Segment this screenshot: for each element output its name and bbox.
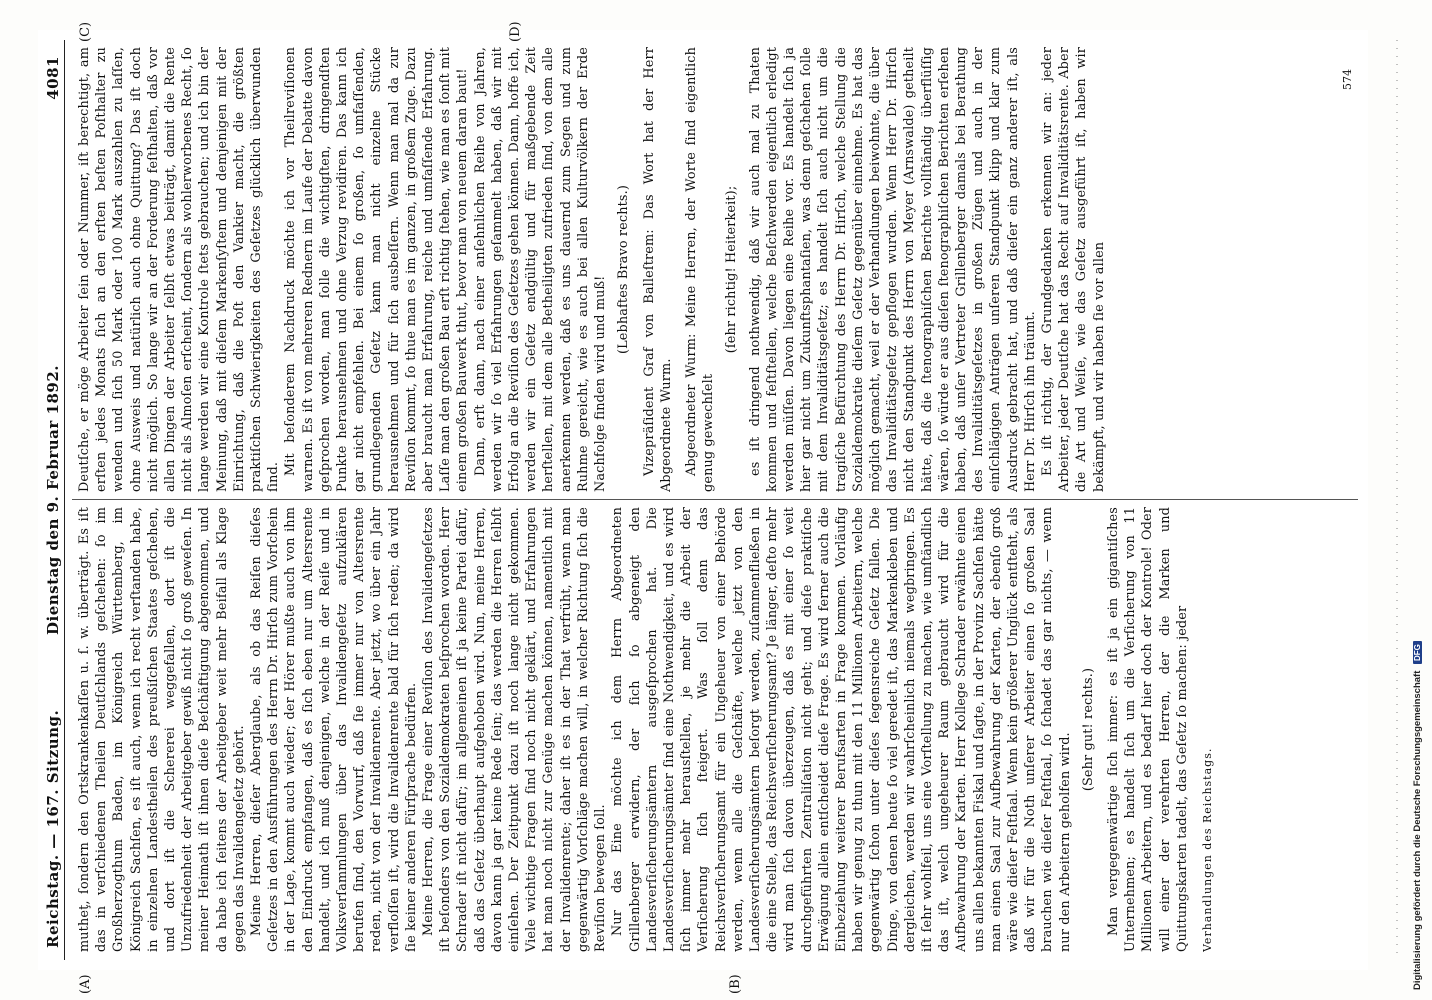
margin-letter-b: (B) [728,974,743,994]
running-header-left: Reichstag. — 167. Sitzung. [44,709,62,948]
dfg-credit-label: Digitalisierung gefördert durch die Deutsche Forschungsgemeinschaft [1412,670,1423,990]
right-column-paragraph: Mit beſonderem Nachdruck möchte ich vor Theilreviſionen warnen. Es iſt von mehreren Rednern im Laufe der Debatte davon geſprochen worden, man ſolle die wichtigſten, dringendſten Punkte herausnehmen und ohne Verzug revidiren. Das kann ich gar nicht empfehlen. Bei einem ſo großen, ſo umfaſſenden, grundlegenden Geſetz kann man nicht einzelne Stücke herausnehmen und für ſich ausbeſſern. Wenn man mal da zur Reviſion kommt, ſo thue man es im ganzen, in großem Zuge. Dazu aber braucht man Erfahrung, reiche und umfaſſende Erfahrung. Laſſe man den großen Bau erſt richtig ſtehen, wie man es ſonſt mit einem großen Bauwerk thut, bevor man von neuem daran baut! [283,47,471,492]
right-column-paragraph: Es iſt richtig, der Grundgedanken erkennen wir an: jeder Arbeiter, jeder Deutſche hat das Recht auf Invaliditätsrente. Aber die Art und Weiſe, wie das Geſetz ausgeführt iſt, haben wir bekämpft, und wir haben ſie vor allen [1039,47,1107,492]
scan-edge-dots [1396,40,1398,960]
margin-letter-c: (C) [78,21,93,42]
left-column-paragraph: Meine Herren, die Frage einer Reviſion des Invalidengeſetzes iſt beſonders von den Sozialdemokraten beſprochen worden. Herr Schrader iſt nicht dafür; im allgemeinen iſt ja keine Partei dafür, daß das Geſetz überhaupt aufgehoben wird. Nun, meine Herren, davon kann ja gar keine Rede ſein; das werden die Herren ſelbſt einſehen. Der Zeitpunkt dazu iſt noch lange nicht gekommen. Viele wichtige Fragen ſind noch nicht geklärt, und Erfahrungen hat man noch nicht zur Genüge machen können, namentlich mit der Invalidenrente; daher iſt es in der That verfrüht, wenn man gegenwärtig Vorſchläge machen will, in welcher Richtung ſich die Reviſion bewegen ſoll. [421,507,609,952]
column-divider [72,499,1358,500]
right-column-paragraph: Dann, erſt dann, nach einer anſehnlichen Reihe von Jahren, werden wir ſo viel Erfahrungen geſammelt haben, daß wir mit Erfolg an die Reviſion des Geſetzes gehen können. Dann, hoffe ich, werden wir ein Geſetz endgültig und für maßgebende Zeit herſtellen, mit dem alle Betheiligten zufrieden ſind, von dem alle anerkennen werden, daß es uns dauernd zum Segen und zum Ruhme gereicht, wie es auch bei allen Kulturvölkern der Erde Nachfolge finden wird und muß! [472,47,609,492]
right-column-paragraph: Deutſche, er möge Arbeiter ſein oder Nummer, iſt berechtigt, am erſten jedes Monats ſich an den erſten beſten Poſthalter zu wenden und ſich 50 Mark oder 100 Mark auszahlen zu laſſen, ohne Ausweis und natürlich auch ohne Quittung? Das iſt doch nicht möglich. So lange wir an der Forderung feſthalten, daß vor allen Dingen der Arbeiter ſelbſt etwas beiträgt, damit die Rente nicht als Almoſen erſcheint, ſondern als wohlerworbenes Recht, ſo lange werden wir eine Kontrole ſtets gebrauchen; und ich bin der Meinung, daß mit dieſem Markenſyſtem und demjenigen mit der Einrichtung, daß die Poſt den Vankier macht, die größten praktiſchen Schwierigkeiten des Geſetzes glücklich überwunden ſind. [77,47,282,492]
right-column-paragraph: (ſehr richtig! Heiterkeit); [724,185,740,354]
running-header-date: Dienstag den 9. Februar 1892. [44,365,62,635]
page-number-header: 4081 [44,56,62,100]
signature-number: 574 [1341,69,1354,90]
left-column-paragraph: Nur das Eine möchte ich dem Herrn Abgeordneten Grillenberger erwidern, der ſich ſo abgeneigt den Landesverſicherungsämtern ausgeſprochen hat. Die Landesverſicherungsämter ſind eine Nothwendigkeit, und es wird ſich immer mehr herausſtellen, je mehr die Arbeit der Verſicherung ſich ſteigert. Was ſoll denn das Reichsverſicherungsamt für ein Ungeheuer von einer Behörde werden, wenn alle die Geſchäfte, welche jetzt von den Landesverſicherungsämtern beſorgt werden, zuſammenfließen in die eine Stelle, das Reichsverſicherungsamt? Je länger, deſto mehr wird man ſich davon überzeugen, daß es mit einer ſo weit durchgeführten Zentraliſation nicht geht; und dieſe praktiſche Erwägung allein entſcheidet dieſe Frage. Es wird ferner auch die Einbeziehung weiterer Berufsarten in Frage kommen. Vorläufig haben wir genug zu thun mit den 11 Millionen Arbeitern, welche gegenwärtig ſchon unter dieſes ſegensreiche Geſetz fallen. Die Dinge, von denen heute ſo viel geredet iſt, das Markenkleben und dergleichen, werden wir wahrſcheinlich niemals wegbringen. Es iſt ſehr wohlfeil, uns eine Vorſtellung zu machen, wie umſtändlich das iſt, welch ungeheurer Raum gebraucht wird für die Aufbewahrung der Karten. Herr Kollege Schrader erwähnte einen uns allen bekannten Fiskal und ſagte, in der Provinz Sachſen hätte man einen Saal zur Aufbewahrung der Karten, der ebenſo groß wäre wie dieſer Feſtſaal. Wenn kein größerer Unglück entſteht, als daß wir für die Noth unſerer Arbeiter einen ſo großen Saal brauchen wie dieſer Feſtſaal, ſo ſchadet das gar nichts, — wenn nur den Arbeitern geholfen wird. [610,507,1073,952]
right-column-paragraph: Vizepräſident Graf von Balleſtrem: Das Wort hat der Herr Abgeordnete Wurm. [641,47,674,492]
right-column-paragraph: es iſt dringend nothwendig, daß wir auch mal zu Thaten kommen und feſtſtellen, welche Beſchwerden eigentlich erledigt werden müſſen. Davon liegen eine Reihe vor. Es handelt ſich ja hier gar nicht um Zukunftsphantaſien, was denn geſchehen ſolle mit dem Invaliditätsgeſetz; es handelt ſich auch nicht um die tragiſche Befürchtung des Herrn Dr. Hirſch, welche Stellung die Sozialdemokratie dieſem Geſetz gegenüber einnehme. Es hat das möglich gemacht, weil er der Verhandlungen beiwohnte, die über das Invaliditätsgeſetz gepflogen wurden. Wenn Herr Dr. Hirſch nicht den Standpunkt des Herrn von Meyer (Arnswalde) getheilt hätte, daß die ſtenographiſchen Berichte vollſtändig überflüſſig wären, ſo würde er aus dieſen ſtenographiſchen Berichten erſehen haben, daß unſer Vertreter Grillenberger damals bei Berathung des Invaliditätsgeſetzes in großen Zügen und auch in der einſchlägigen Anträgen unſeren Standpunkt klipp und klar zum Ausdruck gebracht hat, und daß dieſer ein ganz anderer iſt, als Herr Dr. Hirſch ihn träumt. [747,47,1038,492]
left-column-paragraph: (Sehr gut! rechts.) [1080,667,1096,792]
header-rule [64,40,65,960]
left-column-paragraph: Man vergegenwärtige ſich immer: es iſt ja ein gigantiſches Unternehmen; es handelt ſich um die Verſicherung von 11 Millionen Arbeitern, und es bedarf hier doch der Kontrole! Oder will einer der verehrten Herren, der die Marken und Quittungskarten tadelt, das Geſetz ſo machen: jeder [1105,507,1190,952]
dfg-credit-text [1412,10,1430,990]
right-column-paragraph: Abgeordneter Wurm: Meine Herren, der Worte ſind eigentlich genug gewechſelt [683,47,717,492]
dfg-logo: DFG [1413,641,1422,664]
dfg-credit-strip [1410,0,1432,1000]
text-column-left [76,507,1358,952]
left-column-paragraph: mutheţ, ſondern den Ortskrankenkaſſen u. ſ. w. überträgt. Es iſt das in verſchiedenen Theilen Deutſchlands geſchehen: ſo im Großherzogthum Baden, im Königreich Württemberg, im Königreich Sachſen, es iſt auch, wenn ich recht verſtanden habe, in einzelnen Landestheilen des preußiſchen Staates geſchehen, und dort iſt die Schererei weggefallen, dort iſt die Unzufriedenheit der Arbeitgeber gewiß nicht ſo groß geweſen. In meiner Heimath iſt ihnen dieſe Beſchäftigung abgenommen, und da habe ich ſeitens der Arbeitgeber weit mehr Beifall als Klage gegen das Invalidengeſetz gehört. [77,507,247,952]
margin-letter-a: (A) [78,974,93,994]
margin-letter-d: (D) [508,21,523,42]
rotated-document-page [38,21,1368,994]
text-column-right [76,47,1358,492]
right-column-paragraph: (Lebhaftes Bravo rechts.) [616,185,632,354]
left-column-paragraph: Verhandlungen des Reichstags. [1201,747,1214,952]
left-column-paragraph: Meine Herren, dieſer Aberglaube, als ob das Reiſen dieſes Geſetzes in den Ausführungen des Herrn Dr. Hirſch zum Vorſchein in der Lage, kommt auch wieder; der Hörer mußte auch von ihm den Eindruck empfangen, daß es ſich eben nur um Altersrente handelt, und ich muß denjenigen, welche in der Reiſe und in Volksverſammlungen über das Invalidengeſetz aufzuklären berufen ſind, den Vorwurf, daß ſie immer nur von Altersrente reden, nicht von der Invalidenrente. Aber jetzt, wo über ein Jahr verfloſſen iſt, wird die Invalidenrente bald für ſich reden; da wird ſie keiner anderen Fürſprache bedürfen. [249,507,419,952]
